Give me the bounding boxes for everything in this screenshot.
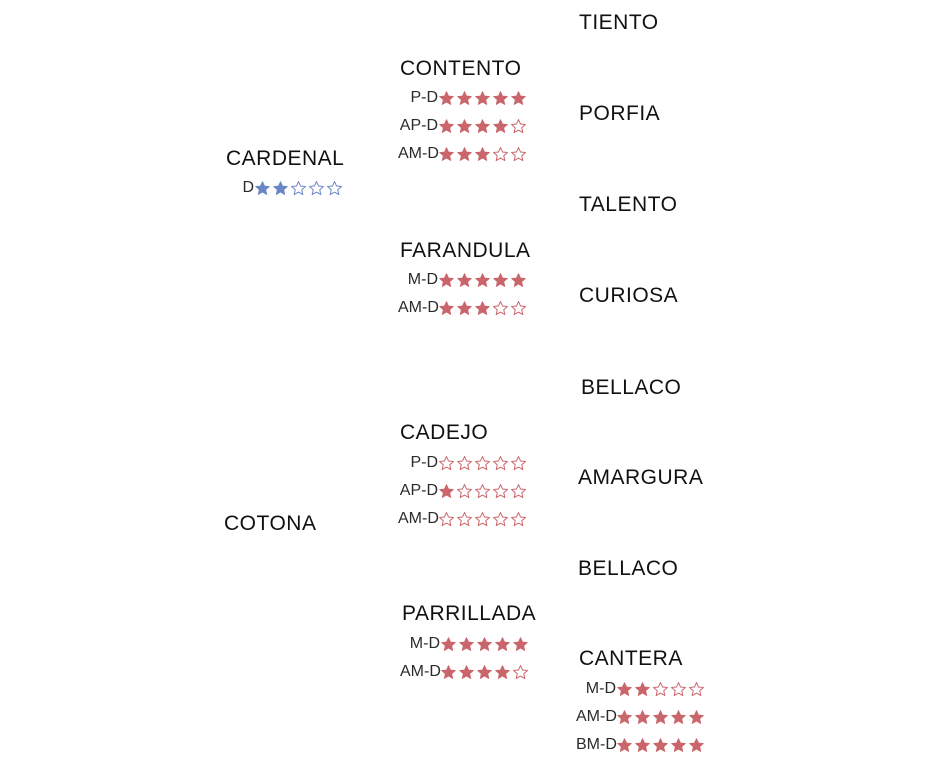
star-outline-icon [688,681,705,698]
star-filled-icon [510,272,527,289]
rating-row [398,87,528,109]
horse-name-cardenal: CARDENAL [226,147,345,170]
star-outline-icon [474,455,491,472]
star-filled-icon [474,90,491,107]
horse-name-curiosa: CURIOSA [579,284,679,307]
star-filled-icon [476,664,493,681]
star-rating [440,664,530,681]
rating-row [398,508,528,530]
star-outline-icon [510,483,527,500]
star-outline-icon [492,483,509,500]
rating-row [398,115,528,137]
star-filled-icon [438,272,455,289]
rating-row [400,661,530,683]
star-rating [438,90,528,107]
star-filled-icon [456,118,473,135]
rating-row [398,269,528,291]
star-rating [438,146,528,163]
horse-name-tiento: TIENTO [579,11,659,34]
star-filled-icon [438,90,455,107]
star-filled-icon [688,709,705,726]
star-filled-icon [634,709,651,726]
rating-label: AM-D [576,708,617,725]
star-filled-icon [456,300,473,317]
star-outline-icon [492,146,509,163]
star-filled-icon [474,272,491,289]
star-outline-icon [438,455,455,472]
star-rating [254,180,344,197]
star-filled-icon [492,90,509,107]
star-outline-icon [492,455,509,472]
star-filled-icon [458,664,475,681]
star-outline-icon [474,483,491,500]
horse-name-porfia: PORFIA [579,102,661,125]
star-filled-icon [494,664,511,681]
star-filled-icon [634,737,651,754]
star-outline-icon [438,511,455,528]
horse-name-amargura: AMARGURA [578,466,704,489]
star-filled-icon [492,118,509,135]
horse-name-cadejo: CADEJO [400,421,489,444]
star-filled-icon [456,90,473,107]
horse-name-talento: TALENTO [579,193,678,216]
star-filled-icon [652,709,669,726]
star-rating [616,681,706,698]
star-filled-icon [456,146,473,163]
star-outline-icon [456,455,473,472]
star-rating [438,272,528,289]
star-outline-icon [512,664,529,681]
horse-name-cantera: CANTERA [579,647,683,670]
star-filled-icon [474,146,491,163]
star-filled-icon [254,180,271,197]
rating-label: P-D [410,89,438,106]
star-outline-icon [510,146,527,163]
rating-label: AM-D [398,510,439,527]
rating-label: AM-D [398,299,439,316]
star-filled-icon [438,300,455,317]
star-filled-icon [458,636,475,653]
rating-row [398,452,528,474]
rating-row [400,633,530,655]
rating-label: AM-D [400,663,441,680]
rating-row [234,177,344,199]
rating-row [576,706,706,728]
star-outline-icon [492,300,509,317]
star-outline-icon [308,180,325,197]
rating-label: AP-D [399,117,438,134]
rating-label: AP-D [399,482,438,499]
star-rating [438,300,528,317]
star-outline-icon [510,118,527,135]
star-filled-icon [474,300,491,317]
rating-label: P-D [410,454,438,471]
star-filled-icon [492,272,509,289]
horse-name-contento: CONTENTO [400,57,522,80]
star-filled-icon [438,483,455,500]
star-outline-icon [510,455,527,472]
star-filled-icon [616,681,633,698]
horse-name-parrillada: PARRILLADA [402,602,537,625]
rating-label: D [242,179,254,196]
star-filled-icon [440,664,457,681]
star-filled-icon [652,737,669,754]
star-filled-icon [616,737,633,754]
star-filled-icon [438,118,455,135]
star-rating [438,455,528,472]
rating-row [582,678,706,700]
rating-label: M-D [407,271,438,288]
star-outline-icon [474,511,491,528]
star-rating [438,118,528,135]
star-filled-icon [616,709,633,726]
star-rating [440,636,530,653]
star-rating [616,709,706,726]
rating-row [576,734,706,756]
horse-name-bellaco: BELLACO [581,376,682,399]
star-filled-icon [494,636,511,653]
rating-label: M-D [585,680,616,697]
star-filled-icon [456,272,473,289]
star-filled-icon [438,146,455,163]
star-outline-icon [652,681,669,698]
star-filled-icon [670,737,687,754]
star-filled-icon [510,90,527,107]
star-rating [616,737,706,754]
horse-name-farandula: FARANDULA [400,239,531,262]
star-filled-icon [474,118,491,135]
star-filled-icon [670,709,687,726]
star-filled-icon [272,180,289,197]
horse-name-cotona: COTONA [224,512,317,535]
star-filled-icon [512,636,529,653]
star-rating [438,483,528,500]
rating-label: M-D [409,635,440,652]
rating-row [398,297,528,319]
star-outline-icon [456,483,473,500]
star-filled-icon [634,681,651,698]
rating-label: BM-D [576,736,617,753]
star-outline-icon [456,511,473,528]
star-outline-icon [290,180,307,197]
rating-label: AM-D [398,145,439,162]
star-filled-icon [440,636,457,653]
rating-row [398,480,528,502]
star-outline-icon [670,681,687,698]
star-rating [438,511,528,528]
star-outline-icon [510,511,527,528]
rating-row [398,143,528,165]
star-filled-icon [476,636,493,653]
horse-name-bellaco: BELLACO [578,557,679,580]
star-outline-icon [492,511,509,528]
star-outline-icon [326,180,343,197]
star-filled-icon [688,737,705,754]
star-outline-icon [510,300,527,317]
